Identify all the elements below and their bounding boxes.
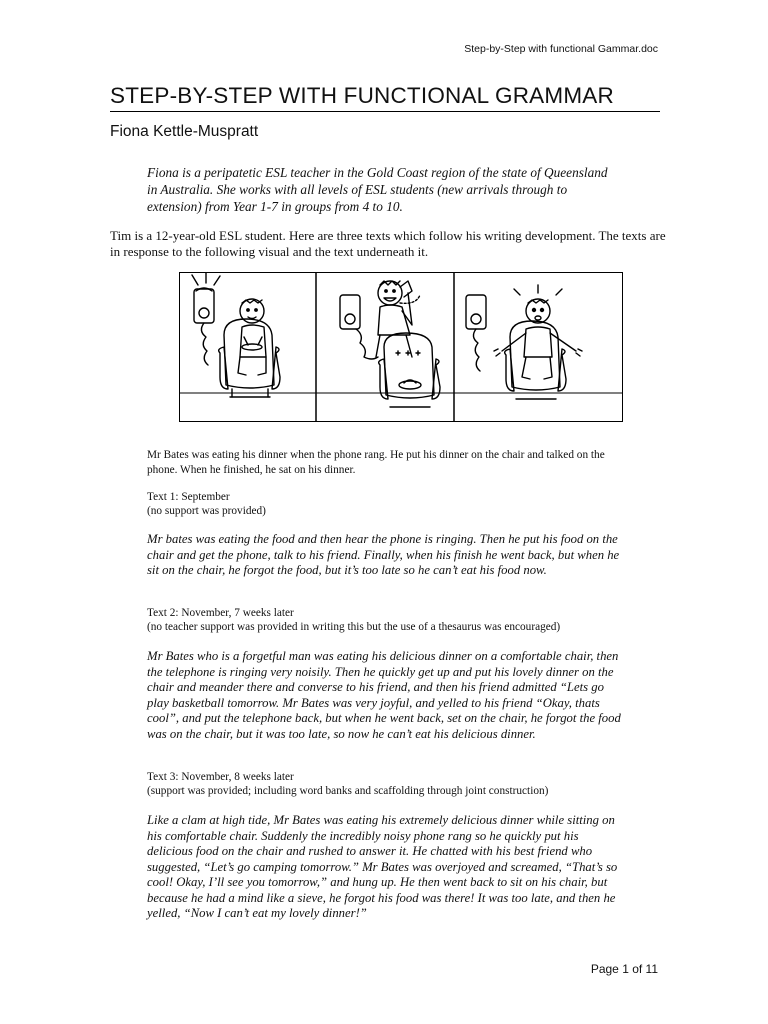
- text1-title: Text 1: September: [147, 491, 230, 503]
- text3-body: Like a clam at high tide, Mr Bates was eating his extremely delicious dinner while sitting on his comfortable chair. Suddenly the incredibly noisy phone rang so he quickly put his delicious food on the chair and rushed to answer it. He chatted with his best friend who suggested, “Let’s go camping tomorrow.” Mr Bates was overjoyed and screamed, “That’s so cool! Okay, I’ll see you tomorrow,” and hung up. He then went back to sit on his chair, but because he had a mind like a sieve, he forgot his food was there! It was too late, and then he yelled, “Now I can’t eat my lovely dinner!”: [147, 813, 618, 920]
- comic-caption: Mr Bates was eating his dinner when the phone rang. He put his dinner on the chair and talked on the phone. When he finished, he sat on his dinner.: [147, 449, 605, 476]
- text2-note: (no teacher support was provided in writing this but the use of a thesaurus was encouraged): [147, 621, 561, 633]
- panel-1-eating: [180, 273, 316, 397]
- comic-strip: [179, 272, 623, 422]
- text2-body: Mr Bates who is a forgetful man was eating his delicious dinner on a comfortable chair, then the telephone is ringing very noisily. Then he quickly get up and put his lovely dinner on the chair and meander there and converse to his friend, and then his friend admitted “Lets go play basketball tomorrow. Mr Bates was very joyful, and yelled to his friend “Okay, thats cool”, and put the telephone back, but when he went back, set on the chair, he forgot the food was on the chair, but it was too late, so now he can’t eat his delicious dinner.: [147, 649, 621, 741]
- text1-body: Mr bates was eating the food and then hear the phone is ringing. Then he put his food on the chair and get the phone, talk to his friend. Finally, when his finish he went back, but when he sit on the chair, he forgot the food, but it’s too late so he can’t eat his food now.: [147, 532, 620, 577]
- text1-note: (no support was provided): [147, 505, 266, 517]
- panel-3-sat-on-dinner: [454, 285, 622, 399]
- page-number: Page 1 of 11: [590, 962, 658, 976]
- file-header: Step-by-Step with functional Gammar.doc: [464, 43, 658, 55]
- author-bio: Fiona is a peripatetic ESL teacher in the Gold Coast region of the state of Queensland in Australia. She works with all levels of ESL students (new arrivals through to extension) from Year 1-7 in groups from 4 to 10.: [147, 165, 608, 214]
- panel-2-phone-call: [316, 281, 454, 407]
- author-name: Fiona Kettle-Muspratt: [110, 123, 259, 140]
- text3-title: Text 3: November, 8 weeks later: [147, 771, 294, 783]
- lead-paragraph: Tim is a 12-year-old ESL student. Here are three texts which follow his writing development. The texts are in response to the following visual and the text underneath it.: [110, 228, 666, 259]
- text2-title: Text 2: November, 7 weeks later: [147, 607, 294, 619]
- title-underline: [110, 111, 660, 112]
- text3-note: (support was provided; including word banks and scaffolding through joint construction): [147, 785, 549, 797]
- document-title: STEP-BY-STEP WITH FUNCTIONAL GRAMMAR: [110, 83, 614, 108]
- comic-illustration: [180, 273, 622, 421]
